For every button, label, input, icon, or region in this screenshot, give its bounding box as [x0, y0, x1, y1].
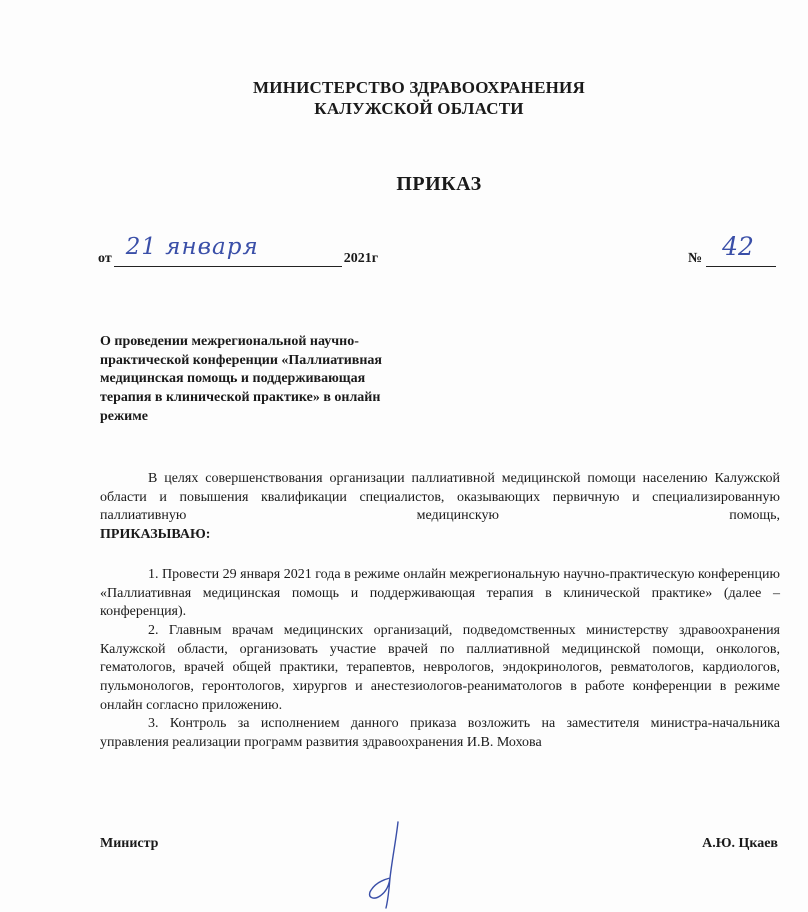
order-body — [100, 470, 780, 753]
number-blank — [706, 232, 776, 267]
number-line — [688, 232, 776, 267]
ministry-header-line2: КАЛУЖСКОЙ ОБЛАСТИ — [314, 99, 524, 118]
ministry-header — [0, 77, 808, 119]
order-title: ПРИКАЗ — [396, 173, 482, 195]
date-handwritten: 21 января — [125, 234, 259, 260]
ministry-header-line1: МИНИСТЕРСТВО ЗДРАВООХРАНЕНИЯ — [253, 78, 585, 97]
handwritten-signature — [362, 820, 422, 910]
signatory-name: А.Ю. Цкаев — [702, 836, 778, 851]
preamble: В целях совершенствования организации паллиативной медицинской помощи населению Калужской области и повышения квалификации специалистов, оказывающих первичную и специализированную паллиативную медицинскую помощь, — [100, 471, 780, 524]
order-item-2: 2. Главным врачам медицинских организаций, подведомственных министерству здравоохранения Калужской области, организовать участие врачей по паллиативной медицинской помощи, онкологов, гематологов, врачей общей практики, терапевтов, неврологов, эндокринологов, ревматологов, кардиологов, пульмонологов, геронтологов, хирургов и анестезиологов-реаниматологов в работе конференции в режиме онлайн согласно приложению. — [100, 622, 780, 713]
order-item-3: 3. Контроль за исполнением данного приказа возложить на заместителя министра-начальника управления реализации программ развития здравоохранения И.В. Мохова — [100, 716, 780, 751]
date-suffix: 2021г — [343, 251, 379, 266]
command-word: ПРИКАЗЫВАЮ: — [100, 527, 211, 543]
order-subject: О проведении межрегиональной научно-практической конференции «Паллиативная медицинская помощь и поддерживающая терапия в клинической практике» в онлайн режиме — [100, 334, 382, 424]
signature-row — [100, 836, 778, 852]
order-item-1: 1. Провести 29 января 2021 года в режиме онлайн межрегиональную научно-практическую конференцию «Паллиативная медицинская помощь и поддерживающая терапия в клинической практике» (далее – конференция). — [100, 566, 780, 620]
date-line — [98, 234, 379, 267]
date-blank — [114, 234, 342, 267]
signatory-position: Министр — [100, 836, 159, 851]
number-handwritten: 42 — [722, 232, 754, 261]
number-prefix: № — [688, 251, 703, 266]
date-prefix: от — [98, 251, 112, 266]
